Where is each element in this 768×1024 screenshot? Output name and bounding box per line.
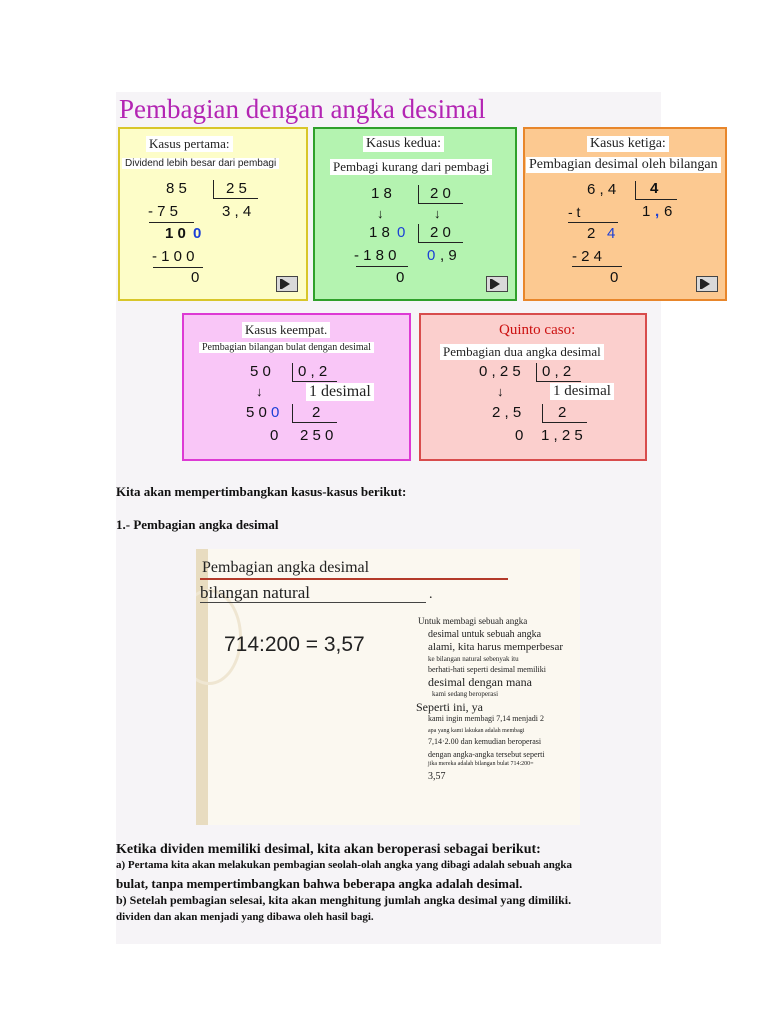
divisor: 4 xyxy=(650,180,659,197)
slide-text: Seperti ini, ya xyxy=(416,700,483,714)
subtract-row: - 1 0 0 xyxy=(152,248,195,265)
decimal-note: 1 desimal xyxy=(306,383,374,401)
slide-text: 7,14·2.00 dan kemudian beroperasi xyxy=(428,737,542,746)
subtract-row: - 1 8 0 xyxy=(354,247,397,264)
dividend: 5 0 xyxy=(250,363,271,380)
paragraph-line: a) Pertama kita akan melakukan pembagian seolah-olah angka yang dibagi adalah sebuah angka xyxy=(116,859,572,871)
down-arrow-icon: ↓ xyxy=(497,384,504,399)
paragraph-heading: Ketika dividen memiliki desimal, kita akan beroperasi sebagai berikut: xyxy=(116,842,541,857)
divisor: 2 xyxy=(312,404,321,421)
paragraph-line: dividen dan akan menjadi yang dibawa oleh hasil bagi. xyxy=(116,911,374,923)
section-heading: 1.- Pembagian angka desimal xyxy=(116,517,279,532)
case-subtitle: Pembagian bilangan bulat dengan desimal xyxy=(199,342,374,353)
slide-equation: 714:200 = 3,57 xyxy=(224,633,365,656)
play-button[interactable] xyxy=(486,276,508,292)
remainder-added-zero: 0 xyxy=(193,225,202,242)
subtract-row: - t xyxy=(568,204,581,220)
slide-text: kami sedang beroperasi xyxy=(432,690,499,698)
dividend: 1 8 xyxy=(371,185,392,202)
slide-text: dengan angka-angka tersebut seperti xyxy=(428,750,545,759)
case-label: Quinto caso: xyxy=(499,322,576,338)
play-button[interactable] xyxy=(276,276,298,292)
slide-text: alami, kita harus memperbesar xyxy=(428,641,564,653)
remainder: 2 xyxy=(587,225,596,242)
case-box-third xyxy=(523,127,727,301)
case-label: Kasus kedua: xyxy=(363,136,444,152)
slide-text: apa yang kami lakukan adalah membagi xyxy=(428,728,525,734)
divisor: 0 , 2 xyxy=(542,363,572,380)
quotient: 2 5 0 xyxy=(300,427,334,444)
slide-dot: . xyxy=(429,587,433,602)
brought-down-digit: 4 xyxy=(607,225,616,242)
slide-subheading: bilangan natural xyxy=(200,583,310,602)
quotient-integer: 1 xyxy=(642,203,651,220)
slide-text: 3,57 xyxy=(428,771,446,782)
intro-text: Kita akan mempertimbangkan kasus-kasus berikut: xyxy=(116,484,407,499)
embedded-slide-image xyxy=(196,549,580,825)
final-remainder: 0 xyxy=(515,427,524,444)
paragraph-line: bulat, tanpa mempertimbangkan bahwa beberapa angka adalah desimal. xyxy=(116,876,523,891)
final-remainder: 0 xyxy=(396,269,405,286)
divisor: 0 , 2 xyxy=(298,363,328,380)
dividend: 8 5 xyxy=(166,180,187,197)
added-zero: 0 xyxy=(397,224,406,241)
divisor: 2 0 xyxy=(430,224,451,241)
page-title: Pembagian dengan angka desimal xyxy=(119,94,486,124)
divisor: 2 0 xyxy=(430,185,451,202)
added-zero: 0 xyxy=(271,404,280,421)
slide-text: kami ingin membagi 7,14 menjadi 2 xyxy=(428,714,544,723)
subtract-row: - 2 4 xyxy=(572,248,603,265)
divisor: 2 xyxy=(558,404,567,421)
remainder: 1 0 xyxy=(165,225,186,242)
slide-text: ke bilangan natural sebenyak itu xyxy=(428,655,519,663)
quotient-zero: 0 xyxy=(427,247,436,264)
case-subtitle: Pembagian dua angka desimal xyxy=(440,344,604,360)
slide-text: jika mereka adalah bilangan bulat 714:200= xyxy=(428,761,534,767)
quotient: 1 , 2 5 xyxy=(541,427,583,444)
dividend: 6 , 4 xyxy=(587,181,617,198)
dividend-extended: 5 0 xyxy=(246,404,267,421)
down-arrow-icon: ↓ xyxy=(256,384,263,399)
final-remainder: 0 xyxy=(191,269,200,286)
paragraph-line: b) Setelah pembagian selesai, kita akan menghitung jumlah angka desimal yang dimiliki. xyxy=(116,893,572,907)
final-remainder: 0 xyxy=(610,269,619,286)
quotient: 3 , 4 xyxy=(222,203,252,220)
dividend: 0 , 2 5 xyxy=(479,363,521,380)
slide-heading: Pembagian angka desimal xyxy=(202,559,370,576)
down-arrow-icon: ↓ xyxy=(434,206,441,221)
dividend-extended: 1 8 xyxy=(369,224,390,241)
case-box-second xyxy=(313,127,517,301)
case-subtitle: Pembagi kurang dari pembagi xyxy=(330,159,492,175)
case-box-first xyxy=(118,127,308,301)
case-label: Kasus ketiga: xyxy=(587,136,669,152)
case-label: Kasus pertama: xyxy=(146,136,233,152)
dividend-shifted: 2 , 5 xyxy=(492,404,522,421)
subtract-row: - 7 5 xyxy=(148,203,179,220)
quotient-decimal: 6 xyxy=(664,203,673,220)
slide-text: berhati-hati seperti desimal memiliki xyxy=(428,665,546,674)
slide-text: desimal dengan mana xyxy=(428,675,532,689)
final-remainder: 0 xyxy=(270,427,279,444)
case-label: Kasus keempat. xyxy=(242,322,330,338)
case-subtitle: Dividend lebih besar dari pembagi xyxy=(122,158,279,169)
quotient-comma: , xyxy=(655,203,660,220)
down-arrow-icon: ↓ xyxy=(377,206,384,221)
slide-text: Untuk membagi sebuah angka xyxy=(418,616,528,626)
quotient-decimal: , 9 xyxy=(440,247,457,264)
decimal-note: 1 desimal xyxy=(550,383,614,400)
case-subtitle: Pembagian desimal oleh bilangan xyxy=(526,157,721,173)
divisor: 2 5 xyxy=(226,180,247,197)
slide-text: desimal untuk sebuah angka xyxy=(428,629,542,640)
play-button[interactable] xyxy=(696,276,718,292)
